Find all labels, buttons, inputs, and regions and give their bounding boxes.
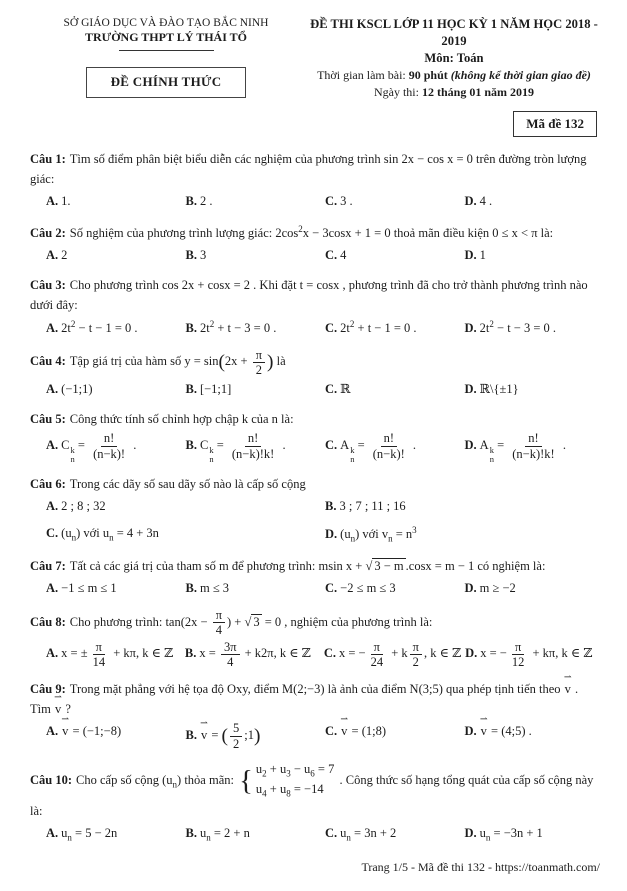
exam-code-row [30, 111, 597, 138]
answer-option [185, 640, 320, 670]
answer-key: C. [325, 724, 338, 739]
answer-option [46, 721, 182, 751]
answer-key: A. [46, 194, 59, 209]
answer-option [325, 721, 461, 751]
question-statement [30, 679, 600, 719]
answer-option [46, 379, 182, 399]
answer-text: ⇀ v = (−1;−8) [61, 724, 121, 738]
answer-key: B. [185, 320, 197, 335]
answer-text: ⇀ v = (1;8) [340, 724, 386, 738]
page-footer: Trang 1/5 - Mã đề thi 132 - https://toanmath.com/ [361, 859, 600, 874]
answer-option [325, 578, 461, 598]
answer-row [30, 317, 600, 338]
question [30, 608, 600, 670]
answer-key: C. [325, 825, 338, 840]
question-number: Câu 7: [30, 558, 66, 573]
question-text: Trong các dãy số sau dãy số nào là cấp số cộng [69, 476, 306, 491]
answer-key: C. [323, 646, 336, 661]
answer-option [465, 317, 601, 338]
answer-key: C. [325, 194, 338, 209]
answer-key: C. [325, 580, 338, 595]
question-text: Công thức tính số chỉnh hợp chập k của n là: [69, 412, 294, 427]
answer-option [325, 191, 461, 211]
question-statement [30, 409, 600, 429]
answer-key: A. [46, 320, 59, 335]
answer-key: A. [46, 247, 59, 262]
exam-duration [308, 67, 600, 84]
answer-option [325, 431, 461, 463]
answer-text: 2 [61, 247, 68, 262]
answer-key: D. [464, 247, 477, 262]
answer-text: $u_n = 2 + n$ [199, 825, 250, 843]
answer-text: $2t^2 + t - 1 = 0$ . [340, 318, 417, 335]
question-text: Cho phương trình: tan(2x − $\frac{\pi}{4}$ ) + √ 3 = 0 , nghiệm của phương trình là: [69, 607, 433, 638]
question-text: Tìm số điểm phân biệt biểu diễn các nghiệm của phương trình sin 2x − cos x = 0 trên đường tròn lượng giác: [30, 152, 587, 187]
question-number: Câu 6: [30, 476, 66, 491]
question-statement [30, 474, 600, 494]
answer-key: D. [464, 438, 477, 453]
answer-text: A k n = $\frac{n!}{(n-k)!}$ . [340, 431, 417, 464]
answer-row [30, 823, 600, 845]
answer-option [46, 431, 182, 463]
answer-text: 4 [340, 247, 347, 262]
answer-row [30, 578, 600, 598]
answer-text: C k n = $\frac{n!}{(n-k)!}$ . [61, 431, 137, 464]
answer-key: B. [325, 498, 337, 513]
exam-date [308, 84, 600, 101]
answer-key: A. [46, 438, 59, 453]
answer-text: $2t^2 + t - 3 = 0$ . [199, 318, 277, 335]
answer-key: C. [325, 438, 338, 453]
answer-text: x = ± $\frac{\pi}{14}$ + kπ, k ∈ ℤ [61, 639, 174, 670]
answer-option [46, 496, 321, 516]
duration-value: 90 phút [408, 68, 451, 82]
official-seal-box: ĐỀ CHÍNH THỨC [86, 67, 247, 98]
answer-text: $u_n = 3n + 2$ [340, 825, 397, 843]
answer-key: C. [325, 247, 338, 262]
answer-key: D. [325, 527, 338, 542]
answer-text: −2 ≤ m ≤ 3 [340, 580, 396, 595]
answer-key: C. [46, 525, 59, 540]
answer-row [30, 640, 600, 670]
answer-text: ⇀ v = (4;5) . [480, 724, 532, 738]
answer-option [186, 317, 322, 338]
answer-key: A. [46, 825, 59, 840]
question-text: Tập giá trị của hàm số y = sin(2x + $\frac{\pi}{2}$ ) là [69, 347, 286, 378]
answer-text: ℝ [340, 382, 351, 397]
question-number: Câu 2: [30, 225, 66, 240]
answer-text: C k n = $\frac{n!}{(n-k)!k!}$ . [199, 431, 286, 464]
answer-option [186, 191, 322, 211]
exam-info-block [302, 16, 600, 101]
question-number: Câu 4: [30, 354, 66, 369]
answer-key: D. [464, 724, 477, 739]
question [30, 761, 600, 844]
duration-prefix: Thời gian làm bài: [317, 68, 409, 82]
question [30, 679, 600, 751]
answer-key: C. [325, 320, 338, 335]
answer-key: B. [185, 382, 197, 397]
answer-option [46, 191, 182, 211]
answer-option [186, 721, 322, 751]
answer-key: B. [185, 825, 197, 840]
answer-option [324, 640, 461, 670]
answer-key: D. [464, 382, 477, 397]
question-number: Câu 5: [30, 412, 66, 427]
answer-option [46, 523, 321, 546]
answer-text: ℝ\{±1} [479, 382, 519, 397]
answer-option [186, 823, 322, 845]
question [30, 275, 600, 338]
exam-code-box: Mã đề 132 [513, 111, 597, 138]
answer-row [30, 496, 600, 546]
answer-option [46, 578, 182, 598]
answer-option [325, 823, 461, 845]
answer-key: B. [185, 247, 197, 262]
question-number: Câu 9: [30, 682, 66, 697]
question-statement [30, 761, 600, 820]
answer-option [465, 721, 601, 751]
answer-option [325, 317, 461, 338]
answer-text: 1. [61, 194, 71, 209]
answer-text: 2 . [199, 194, 213, 209]
answer-text: $u_n = -3n + 1$ [479, 825, 543, 843]
answer-text: x = − $\frac{\pi}{24}$ + k $\frac{\pi}{2}$ , k ∈ ℤ [338, 639, 462, 670]
answer-text: ⇀ v = ( $\frac{5}{2}$ ;1) [200, 728, 260, 742]
answer-row [30, 245, 600, 265]
answer-option [46, 245, 182, 265]
answer-text: x = $\frac{3\pi}{4}$ + k2π, k ∈ ℤ [199, 639, 311, 670]
answer-option [186, 245, 322, 265]
school-name: TRƯỜNG THPT LÝ THÁI TỔ [84, 30, 248, 45]
question-text: Số nghiệm của phương trình lượng giác: $2\cos^2x - 3\cos x + 1 = 0$ thoả mãn điều kiện 0 ≤ x < π là: [69, 223, 554, 240]
answer-key: D. [465, 646, 478, 661]
answer-key: B. [184, 646, 197, 661]
answer-option [325, 496, 600, 516]
answer-row [30, 431, 600, 463]
answer-option [465, 245, 601, 265]
answer-key: D. [464, 825, 477, 840]
questions [30, 149, 600, 854]
department-name: SỞ GIÁO DỤC VÀ ĐÀO TẠO BẮC NINH [63, 17, 269, 29]
answer-option [465, 640, 600, 670]
answer-key: B. [185, 194, 197, 209]
answer-key: A. [46, 498, 59, 513]
answer-option [465, 379, 601, 399]
answer-key: A. [46, 724, 59, 739]
answer-row [30, 721, 600, 751]
answer-text: (−1;1) [61, 382, 93, 397]
answer-text: m ≥ −2 [479, 580, 516, 595]
answer-text: $2t^2 - t - 1 = 0$ . [61, 318, 138, 335]
answer-key: C. [325, 382, 338, 397]
answer-key: B. [185, 728, 197, 743]
question-statement [30, 608, 600, 638]
question-number: Câu 10: [30, 772, 73, 787]
answer-option [465, 191, 601, 211]
question-text: Cho cấp số cộng $(u_n)$ thỏa mãn: { $u_2 + u_3 - u_6 = 7$ $u_4 + u_8 = -14$ . Công thức số hạng tổng quát của cấp số cộng này là: [30, 762, 594, 818]
school-block [30, 16, 302, 98]
answer-text: x = − $\frac{\pi}{12}$ + kπ, k ∈ ℤ [480, 639, 593, 670]
answer-key: A. [46, 646, 59, 661]
answer-option [465, 823, 601, 845]
question [30, 409, 600, 463]
answer-option [325, 379, 461, 399]
answer-key: D. [464, 194, 477, 209]
answer-option [186, 379, 322, 399]
answer-option [46, 640, 181, 670]
question [30, 474, 600, 546]
answer-text: 1 [479, 247, 486, 262]
question-text: Tất cả các giá trị của tham số m để phương trình: msin x + √ 3 − m .cosx = m − 1 có nghiệm là: [69, 558, 546, 573]
date-prefix: Ngày thi: [373, 84, 422, 99]
answer-option [186, 578, 322, 598]
answer-text: 3 . [340, 194, 353, 209]
question-text: Cho phương trình cos 2x + cosx = 2 . Khi đặt t = cosx , phương trình đã cho trở thành phương trình nào dưới đây: [30, 277, 588, 312]
answer-text: $(u_n)$ với $u_n = 4 + 3n$ [61, 525, 159, 543]
question-statement [30, 275, 600, 315]
header [30, 16, 600, 101]
answer-text: −1 ≤ m ≤ 1 [61, 580, 117, 595]
question [30, 149, 600, 211]
question-statement [30, 149, 600, 189]
answer-option [465, 578, 601, 598]
question-statement [30, 221, 600, 242]
answer-option [46, 823, 182, 845]
answer-text: $(u_n)$ với $v_n = n^3$ [340, 524, 417, 544]
answer-row [30, 191, 600, 211]
answer-option [186, 431, 322, 463]
answer-option [46, 317, 182, 338]
answer-text: 3 [199, 247, 207, 262]
question-statement [30, 348, 600, 378]
question [30, 556, 600, 598]
duration-note: (không kể thời gian giao đề) [450, 68, 591, 82]
answer-option [465, 431, 601, 463]
date-value: 12 tháng 01 năm 2019 [421, 84, 534, 99]
answer-text: A k n = $\frac{n!}{(n-k)!k!}$ . [479, 431, 566, 464]
answer-text: 3 ; 7 ; 11 ; 16 [339, 498, 406, 513]
answer-text: $2t^2 - t - 3 = 0$ . [479, 318, 557, 335]
answer-key: A. [46, 580, 59, 595]
answer-key: A. [46, 382, 59, 397]
answer-row [30, 379, 600, 399]
school-underline [119, 50, 214, 51]
answer-text: $u_n = 5 - 2n$ [61, 825, 118, 843]
exam-subject: Môn: Toán [424, 51, 484, 65]
question-text: Trong mặt phẳng với hệ tọa độ Oxy, điểm M(2;−3) là ảnh của điểm N(3;5) qua phép tịnh tiến theo ⇀ v . Tìm ⇀ v ? [30, 682, 578, 716]
answer-key: B. [185, 438, 197, 453]
answer-key: D. [464, 580, 477, 595]
question-statement [30, 556, 600, 576]
answer-text: 4 . [479, 194, 493, 209]
answer-text: 2 ; 8 ; 32 [61, 498, 106, 513]
exam-title: ĐỀ THI KSCL LỚP 11 HỌC KỲ 1 NĂM HỌC 2018 - 2019 [310, 17, 598, 48]
answer-key: D. [464, 320, 477, 335]
question-number: Câu 8: [30, 614, 66, 629]
question-number: Câu 1: [30, 152, 66, 167]
answer-key: B. [185, 580, 197, 595]
answer-option [325, 245, 461, 265]
answer-text: m ≤ 3 [199, 580, 230, 595]
question-number: Câu 3: [30, 277, 66, 292]
question [30, 221, 600, 264]
question [30, 348, 600, 400]
answer-text: [−1;1] [199, 382, 232, 397]
answer-option [325, 523, 600, 546]
